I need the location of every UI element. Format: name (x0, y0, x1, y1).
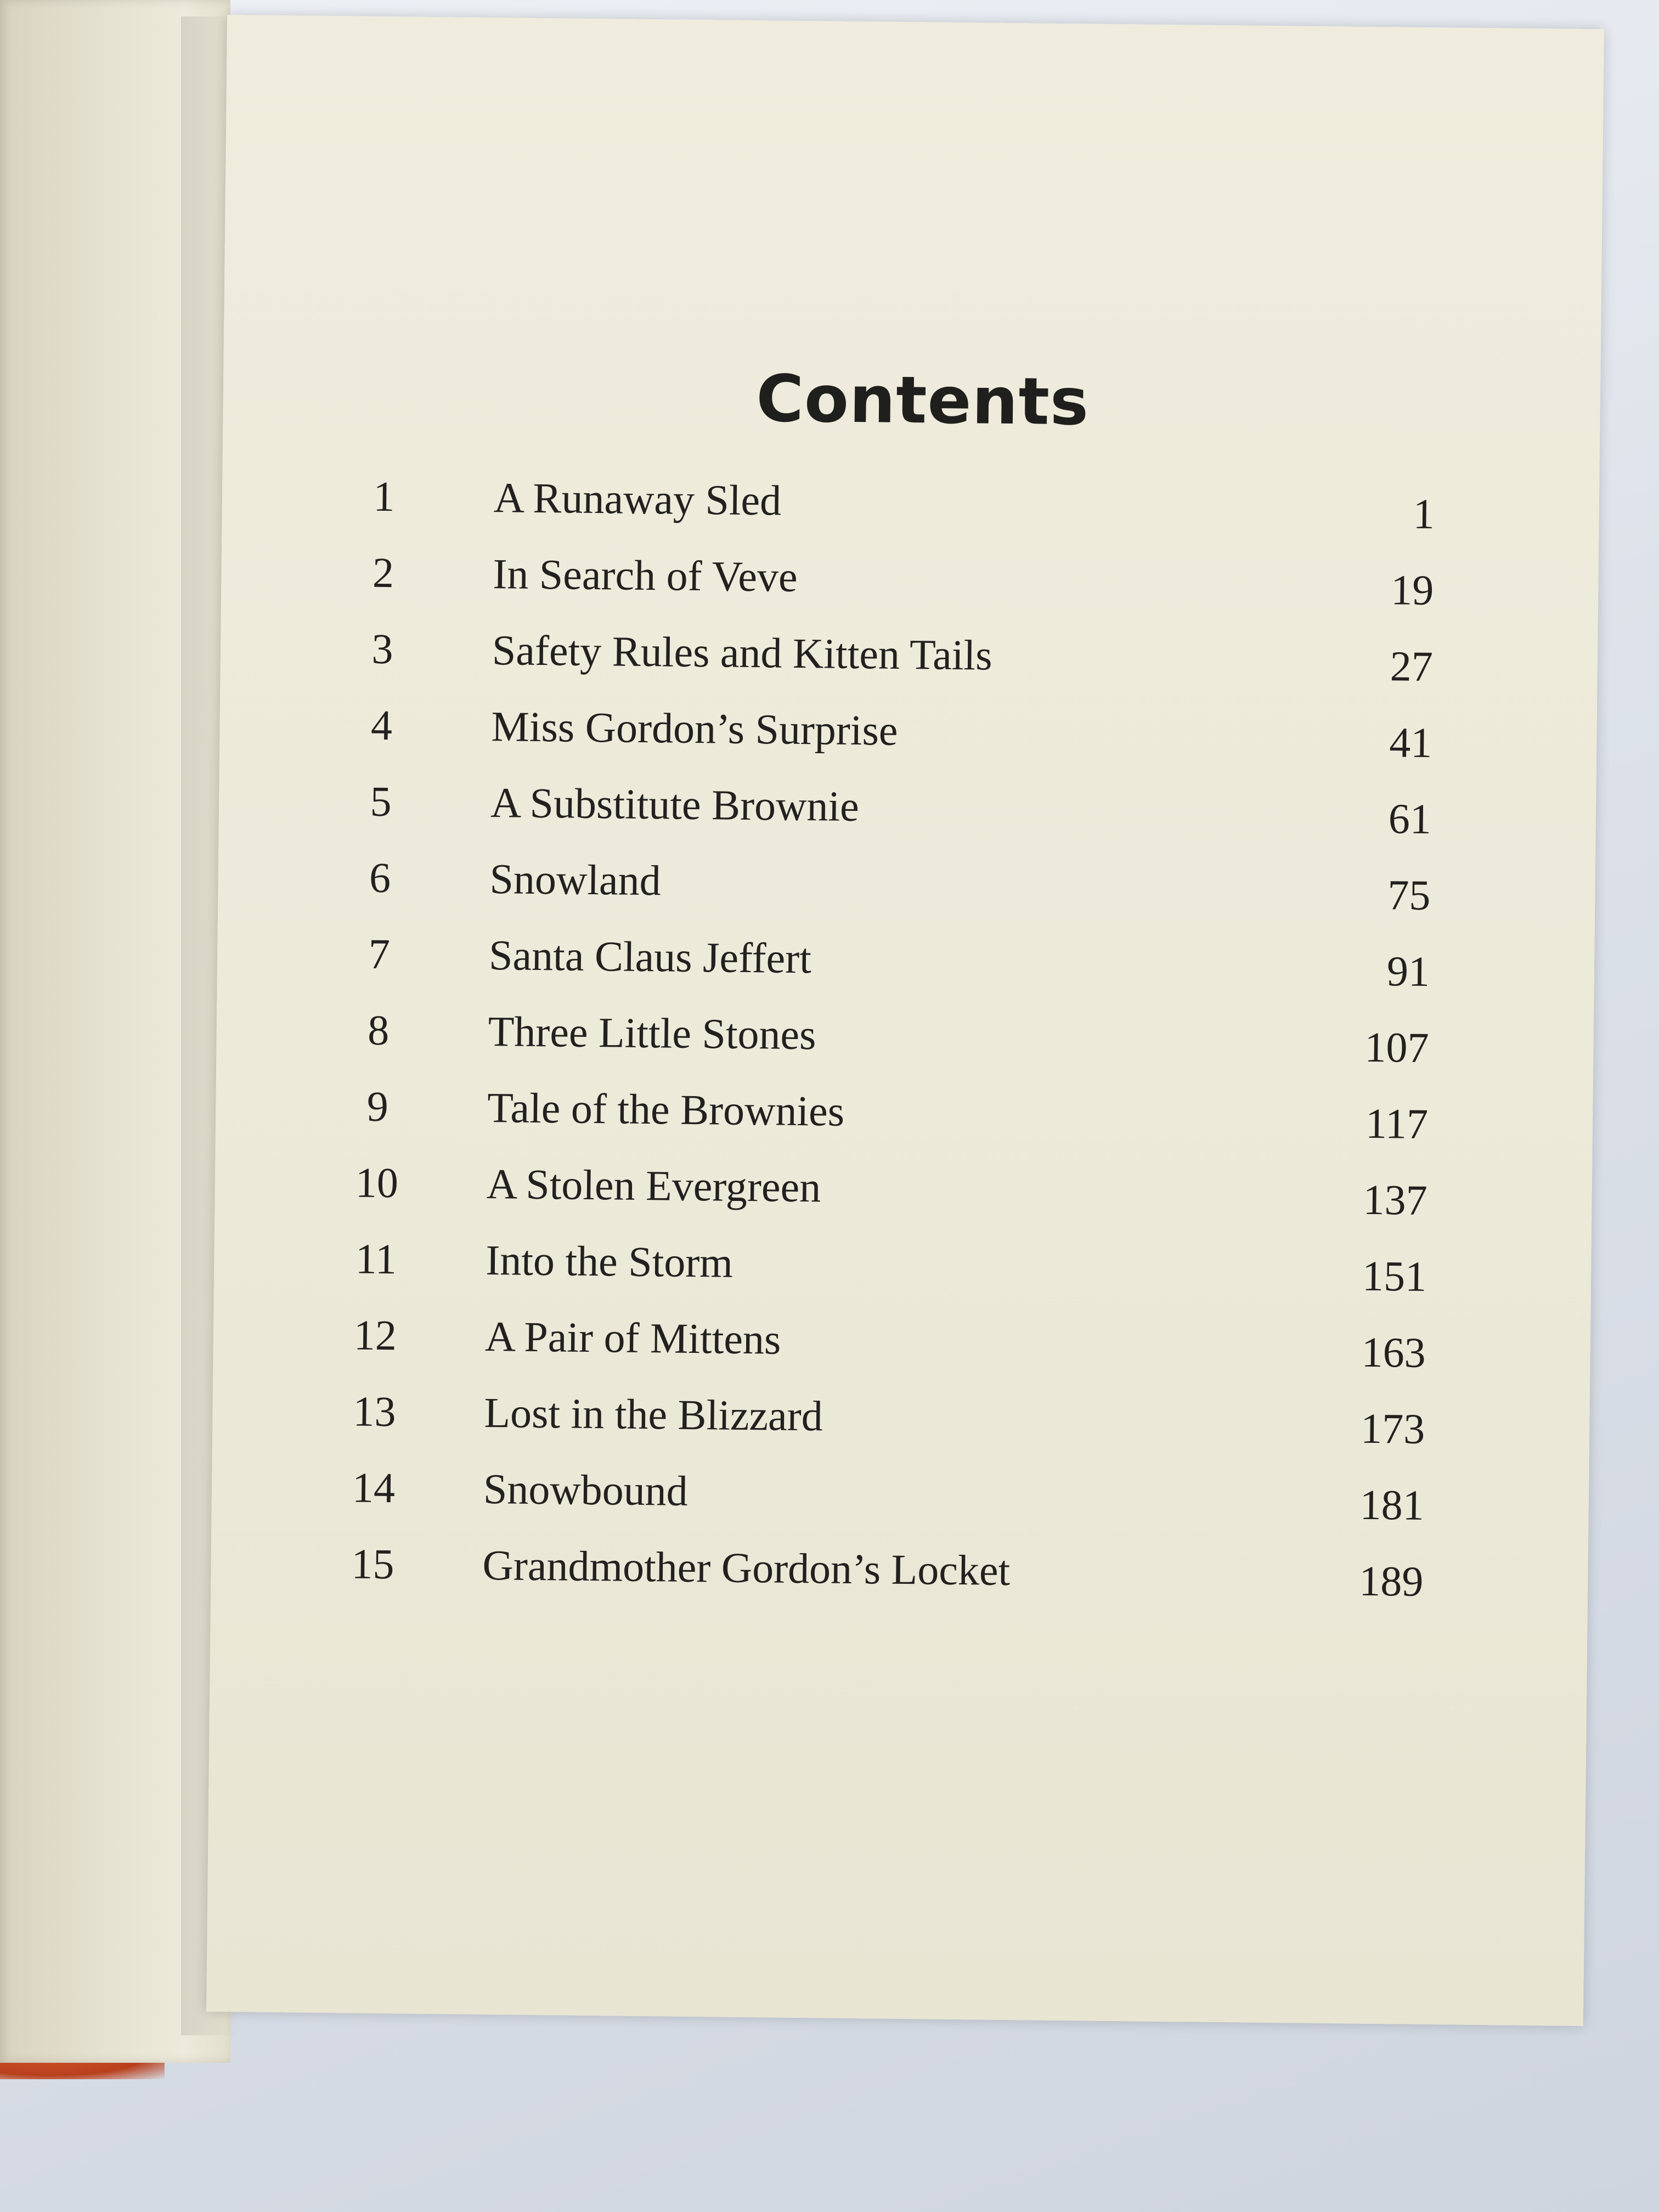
chapter-title: Grandmother Gordon’s Locket (482, 1541, 1011, 1595)
chapter-page: 91 (1386, 947, 1430, 996)
chapter-number: 11 (355, 1234, 397, 1283)
toc-row (337, 1539, 1511, 1627)
chapter-number: 13 (353, 1387, 396, 1436)
chapter-number: 6 (369, 853, 391, 902)
toc-row (346, 624, 1521, 712)
toc-row (343, 929, 1517, 1017)
chapter-title: Safety Rules and Kitten Tails (492, 626, 993, 679)
chapter-title: Lost in the Blizzard (484, 1389, 823, 1440)
chapter-number: 3 (371, 624, 393, 673)
contents-page (206, 15, 1604, 2026)
toc-row (347, 548, 1522, 636)
chapter-title: Tale of the Brownies (487, 1084, 845, 1135)
chapter-number: 2 (372, 548, 394, 597)
chapter-page: 61 (1388, 794, 1432, 843)
chapter-page: 173 (1360, 1404, 1425, 1453)
toc-row (345, 776, 1519, 865)
chapter-page: 107 (1364, 1023, 1429, 1071)
toc-row (342, 1005, 1517, 1093)
toc-row (348, 471, 1522, 560)
chapter-number: 4 (370, 701, 393, 749)
chapter-page: 189 (1358, 1556, 1424, 1605)
chapter-title: Miss Gordon’s Surprise (491, 702, 899, 754)
chapter-page: 41 (1389, 718, 1432, 767)
chapter-title: A Substitute Brownie (490, 778, 860, 831)
chapter-page: 19 (1390, 566, 1434, 614)
toc-row (340, 1234, 1514, 1322)
chapter-number: 5 (370, 777, 392, 826)
chapter-title: A Runaway Sled (493, 473, 782, 524)
chapter-page: 163 (1361, 1328, 1426, 1376)
chapter-title: A Stolen Evergreen (486, 1160, 821, 1211)
toc-row (344, 853, 1519, 941)
chapter-title: Santa Claus Jeffert (488, 931, 812, 983)
chapter-number: 14 (352, 1463, 396, 1512)
toc-row (341, 1158, 1515, 1246)
chapter-page: 181 (1359, 1480, 1425, 1529)
chapter-title: Snowbound (483, 1464, 689, 1515)
chapter-number: 7 (368, 929, 391, 978)
table-of-contents (337, 471, 1523, 1627)
toc-row (337, 1463, 1512, 1551)
chapter-number: 12 (353, 1311, 397, 1359)
page-title: Contents (755, 360, 1090, 440)
chapter-title: In Search of Veve (493, 550, 798, 601)
chapter-page: 137 (1363, 1175, 1428, 1224)
chapter-number: 15 (351, 1539, 395, 1588)
chapter-title: A Pair of Mittens (484, 1312, 781, 1363)
chapter-page: 117 (1365, 1099, 1429, 1148)
toc-row (346, 700, 1520, 788)
chapter-title: Into the Storm (485, 1236, 733, 1286)
chapter-number: 8 (367, 1006, 390, 1054)
chapter-page: 151 (1362, 1251, 1427, 1300)
toc-row (339, 1310, 1514, 1398)
chapter-title: Snowland (489, 855, 662, 905)
chapter-page: 75 (1387, 871, 1431, 919)
toc-row (341, 1081, 1516, 1170)
chapter-page: 27 (1390, 642, 1434, 691)
chapter-page: 1 (1413, 489, 1435, 538)
chapter-number: 9 (366, 1082, 389, 1131)
chapter-number: 10 (355, 1158, 399, 1207)
chapter-number: 1 (373, 472, 395, 521)
toc-row (338, 1386, 1513, 1475)
chapter-title: Three Little Stones (488, 1007, 817, 1059)
